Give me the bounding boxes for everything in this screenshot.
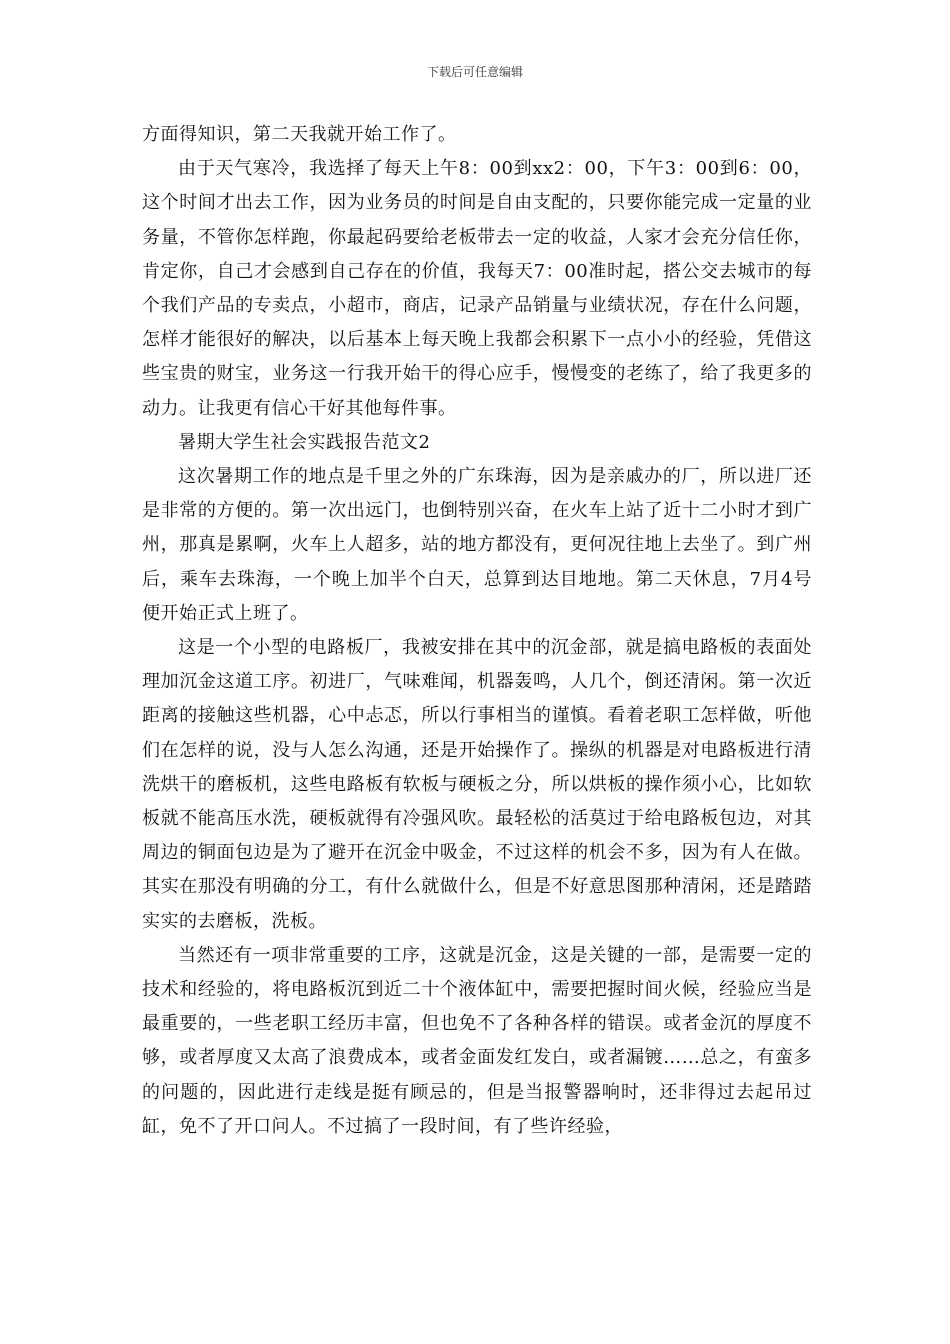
paragraph-gold-plating: 当然还有一项非常重要的工序，这就是沉金，这是关键的一部，是需要一定的技术和经验的，将电路板沉到近二十个液体缸中，需要把握时间火候，经验应当是最重要的，一些老职工经历丰富，但也免不了各种各样的错误。或者金沉的厚度不够，或者厚度又太高了浪费成本，或者金面发红发白，或者漏镀……总之，有蛮多的问题的，因此进行走线是挺有顾忌的，但是当报警器响时，还非得过去起吊过缸，免不了开口问人。不过搞了一段时间，有了些许经验， [142, 944, 812, 1137]
section-heading: 暑期大学生社会实践报告范文2 [178, 431, 431, 453]
page-header: 下载后可任意编辑 [426, 65, 523, 79]
paragraph-circuit-board-factory: 这是一个小型的电路板厂，我被安排在其中的沉金部，就是搞电路板的表面处理加沉金这道工序。初进厂，气味难闻，机器轰鸣，人几个，倒还清闲。第一次近距离的接触这些机器，心中忐忑，所以行事相当的谨慎。看着老职工怎样做，听他们在怎样的说，没与人怎么沟通，还是开始操作了。操纵的机器是对电路板进行清洗烘干的磨板机，这些电路板有软板与硬板之分，所以烘板的操作须小心，比如软板就不能高压水洗，硬板就得有冷强风吹。最轻松的活莫过于给电路板包边，对其周边的铜面包边是为了避开在沉金中吸金，不过这样的机会不多，因为有人在做。其实在那没有明确的分工，有什么就做什么，但是不好意思图那种清闲，还是踏踏实实的去磨板，洗板。 [142, 637, 812, 932]
paragraph-zhuhai-trip: 这次暑期工作的地点是千里之外的广东珠海，因为是亲戚办的厂，所以进厂还是非常的方便的。第一次出远门，也倒特别兴奋，在火车上站了近十二小时才到广州，那真是累啊，火车上人超多，站的地方都没有，更何况往地上去坐了。到广州后，乘车去珠海，一个晚上加半个白天，总算到达目地地。第二天休息，7月4号便开始正式上班了。 [142, 466, 812, 624]
paragraph-continuation: 方面得知识，第二天我就开始工作了。 [142, 124, 457, 145]
document-body [142, 118, 812, 1144]
paragraph-work-schedule: 由于天气寒冷，我选择了每天上午8：00到xx2：00，下午3：00到6：00，这个时间才出去工作，因为业务员的时间是自由支配的，只要你能完成一定量的业务量，不管你怎样跑，你最起码要给老板带去一定的收益，人家才会充分信任你，肯定你，自己才会感到自己存在的价值，我每天7：00准时起，搭公交去城市的每个我们产品的专卖点，小超市，商店，记录产品销量与业绩状况，存在什么问题，怎样才能很好的解决，以后基本上每天晚上我都会积累下一点小小的经验，凭借这些宝贵的财宝，业务这一行我开始干的得心应手，慢慢变的老练了，给了我更多的动力。让我更有信心干好其他每件事。 [142, 158, 812, 419]
